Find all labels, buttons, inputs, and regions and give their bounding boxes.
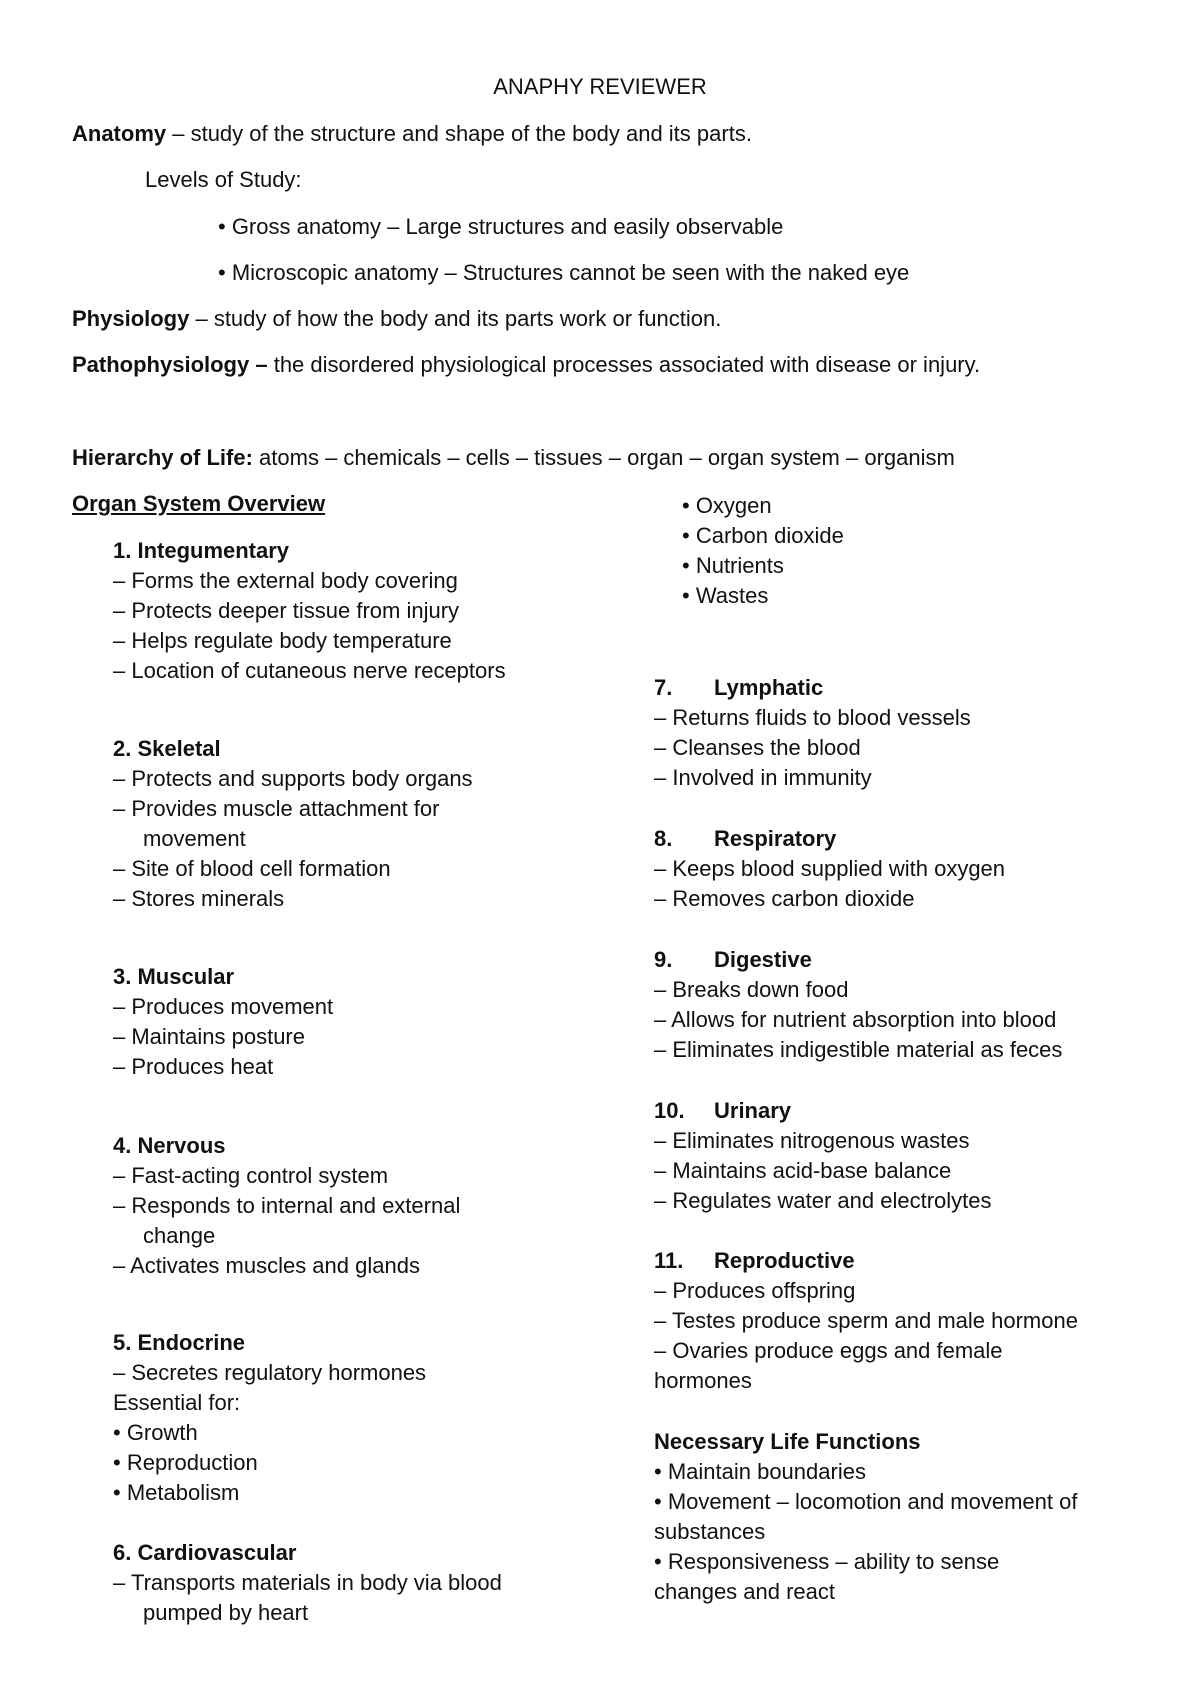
nervous-heading: 4. Nervous [113, 1133, 226, 1158]
endocrine-section [113, 1328, 426, 1508]
pathophysiology-definition [72, 352, 980, 378]
list-item: – Involved in immunity [654, 765, 872, 790]
list-item: movement [143, 826, 246, 851]
list-item: – Forms the external body covering [113, 568, 458, 593]
skeletal-heading: 2. Skeletal [113, 736, 221, 761]
list-item: substances [654, 1519, 766, 1544]
list-item: – Eliminates nitrogenous wastes [654, 1128, 970, 1153]
life-functions-heading: Necessary Life Functions [654, 1429, 921, 1454]
list-item: – Stores minerals [113, 886, 285, 911]
list-item: • Growth [113, 1420, 198, 1445]
list-item: change [143, 1223, 216, 1248]
lymphatic-heading [654, 673, 971, 703]
nervous-section [113, 1131, 460, 1281]
list-item: • Nutrients [682, 553, 784, 578]
list-item: – Maintains posture [113, 1024, 305, 1049]
section-number: 8. [654, 826, 673, 851]
pathophysiology-def: the disordered physiological processes associated with disease or injury. [267, 352, 981, 377]
cardiovascular-continued [682, 491, 844, 611]
list-item: – Cleanses the blood [654, 735, 861, 760]
physiology-def: – study of how the body and its parts work or function. [189, 306, 722, 331]
section-name: Digestive [714, 947, 812, 972]
list-item: – Removes carbon dioxide [654, 886, 915, 911]
list-item: – Maintains acid-base balance [654, 1158, 952, 1183]
physiology-definition [72, 306, 721, 332]
list-item: – Provides muscle attachment for [113, 796, 440, 821]
reproductive-heading [654, 1246, 1078, 1276]
digestive-section [654, 945, 1062, 1065]
list-item: – Ovaries produce eggs and female [654, 1338, 1003, 1363]
list-item: – Responds to internal and external [113, 1193, 461, 1218]
section-name: Lymphatic [714, 675, 824, 700]
digestive-heading [654, 945, 1062, 975]
list-item: – Site of blood cell formation [113, 856, 391, 881]
list-item: – Allows for nutrient absorption into blood [654, 1007, 1057, 1032]
list-item: • Responsiveness – ability to sense [654, 1549, 1000, 1574]
list-item: – Regulates water and electrolytes [654, 1188, 992, 1213]
pathophysiology-term: Pathophysiology – [72, 352, 268, 377]
list-item: – Eliminates indigestible material as feces [654, 1037, 1063, 1062]
section-number: 11. [654, 1248, 684, 1273]
list-item: – Secretes regulatory hormones [113, 1360, 427, 1385]
list-item: • Metabolism [113, 1480, 240, 1505]
section-number: 9. [654, 947, 673, 972]
list-item: • Wastes [682, 583, 769, 608]
physiology-term: Physiology [72, 306, 190, 331]
list-item: • Reproduction [113, 1450, 258, 1475]
organ-system-overview-title: Organ System Overview [72, 491, 326, 516]
hierarchy-of-life [72, 445, 955, 471]
list-item: • Movement – locomotion and movement of [654, 1489, 1078, 1514]
section-name: Respiratory [714, 826, 837, 851]
list-item: – Location of cutaneous nerve receptors [113, 658, 506, 683]
anatomy-definition [72, 121, 752, 147]
list-item: – Transports materials in body via blood [113, 1570, 502, 1595]
level-microscopic: • Microscopic anatomy – Structures cannot be seen with the naked eye [218, 260, 910, 285]
list-item: Essential for: [113, 1390, 241, 1415]
list-item: • Maintain boundaries [654, 1459, 866, 1484]
integumentary-heading: 1. Integumentary [113, 538, 290, 563]
list-item: hormones [654, 1368, 752, 1393]
list-item: changes and react [654, 1579, 836, 1604]
list-item: – Fast-acting control system [113, 1163, 389, 1188]
urinary-heading [654, 1096, 992, 1126]
endocrine-heading: 5. Endocrine [113, 1330, 246, 1355]
reproductive-section [654, 1246, 1078, 1396]
list-item: – Protects and supports body organs [113, 766, 473, 791]
section-name: Reproductive [714, 1248, 855, 1273]
muscular-section [113, 962, 333, 1082]
section-number: 10. [654, 1098, 685, 1123]
list-item: • Oxygen [682, 493, 772, 518]
page-title: ANAPHY REVIEWER [493, 74, 707, 99]
list-item: – Keeps blood supplied with oxygen [654, 856, 1006, 881]
muscular-heading: 3. Muscular [113, 964, 235, 989]
respiratory-section [654, 824, 1005, 914]
lymphatic-section [654, 673, 971, 793]
anatomy-def: – study of the structure and shape of the body and its parts. [166, 121, 752, 146]
anatomy-term: Anatomy [72, 121, 167, 146]
list-item: – Produces heat [113, 1054, 274, 1079]
list-item: – Breaks down food [654, 977, 849, 1002]
respiratory-heading [654, 824, 1005, 854]
hierarchy-def: atoms – chemicals – cells – tissues – organ – organ system – organism [252, 445, 955, 470]
integumentary-section [113, 536, 506, 686]
skeletal-section [113, 734, 473, 914]
hierarchy-term: Hierarchy of Life: [72, 445, 253, 470]
urinary-section [654, 1096, 992, 1216]
list-item: – Produces offspring [654, 1278, 856, 1303]
list-item: – Returns fluids to blood vessels [654, 705, 971, 730]
life-functions-section [654, 1427, 1077, 1607]
list-item: – Testes produce sperm and male hormone [654, 1308, 1078, 1333]
section-name: Urinary [714, 1098, 792, 1123]
list-item: – Helps regulate body temperature [113, 628, 452, 653]
list-item: – Produces movement [113, 994, 334, 1019]
list-item: pumped by heart [143, 1600, 309, 1625]
cardiovascular-section [113, 1538, 502, 1628]
section-number: 7. [654, 675, 673, 700]
levels-label: Levels of Study: [145, 167, 302, 192]
cardiovascular-heading: 6. Cardiovascular [113, 1540, 297, 1565]
list-item: – Protects deeper tissue from injury [113, 598, 460, 623]
list-item: – Activates muscles and glands [113, 1253, 420, 1278]
level-gross: • Gross anatomy – Large structures and easily observable [218, 214, 784, 239]
list-item: • Carbon dioxide [682, 523, 844, 548]
